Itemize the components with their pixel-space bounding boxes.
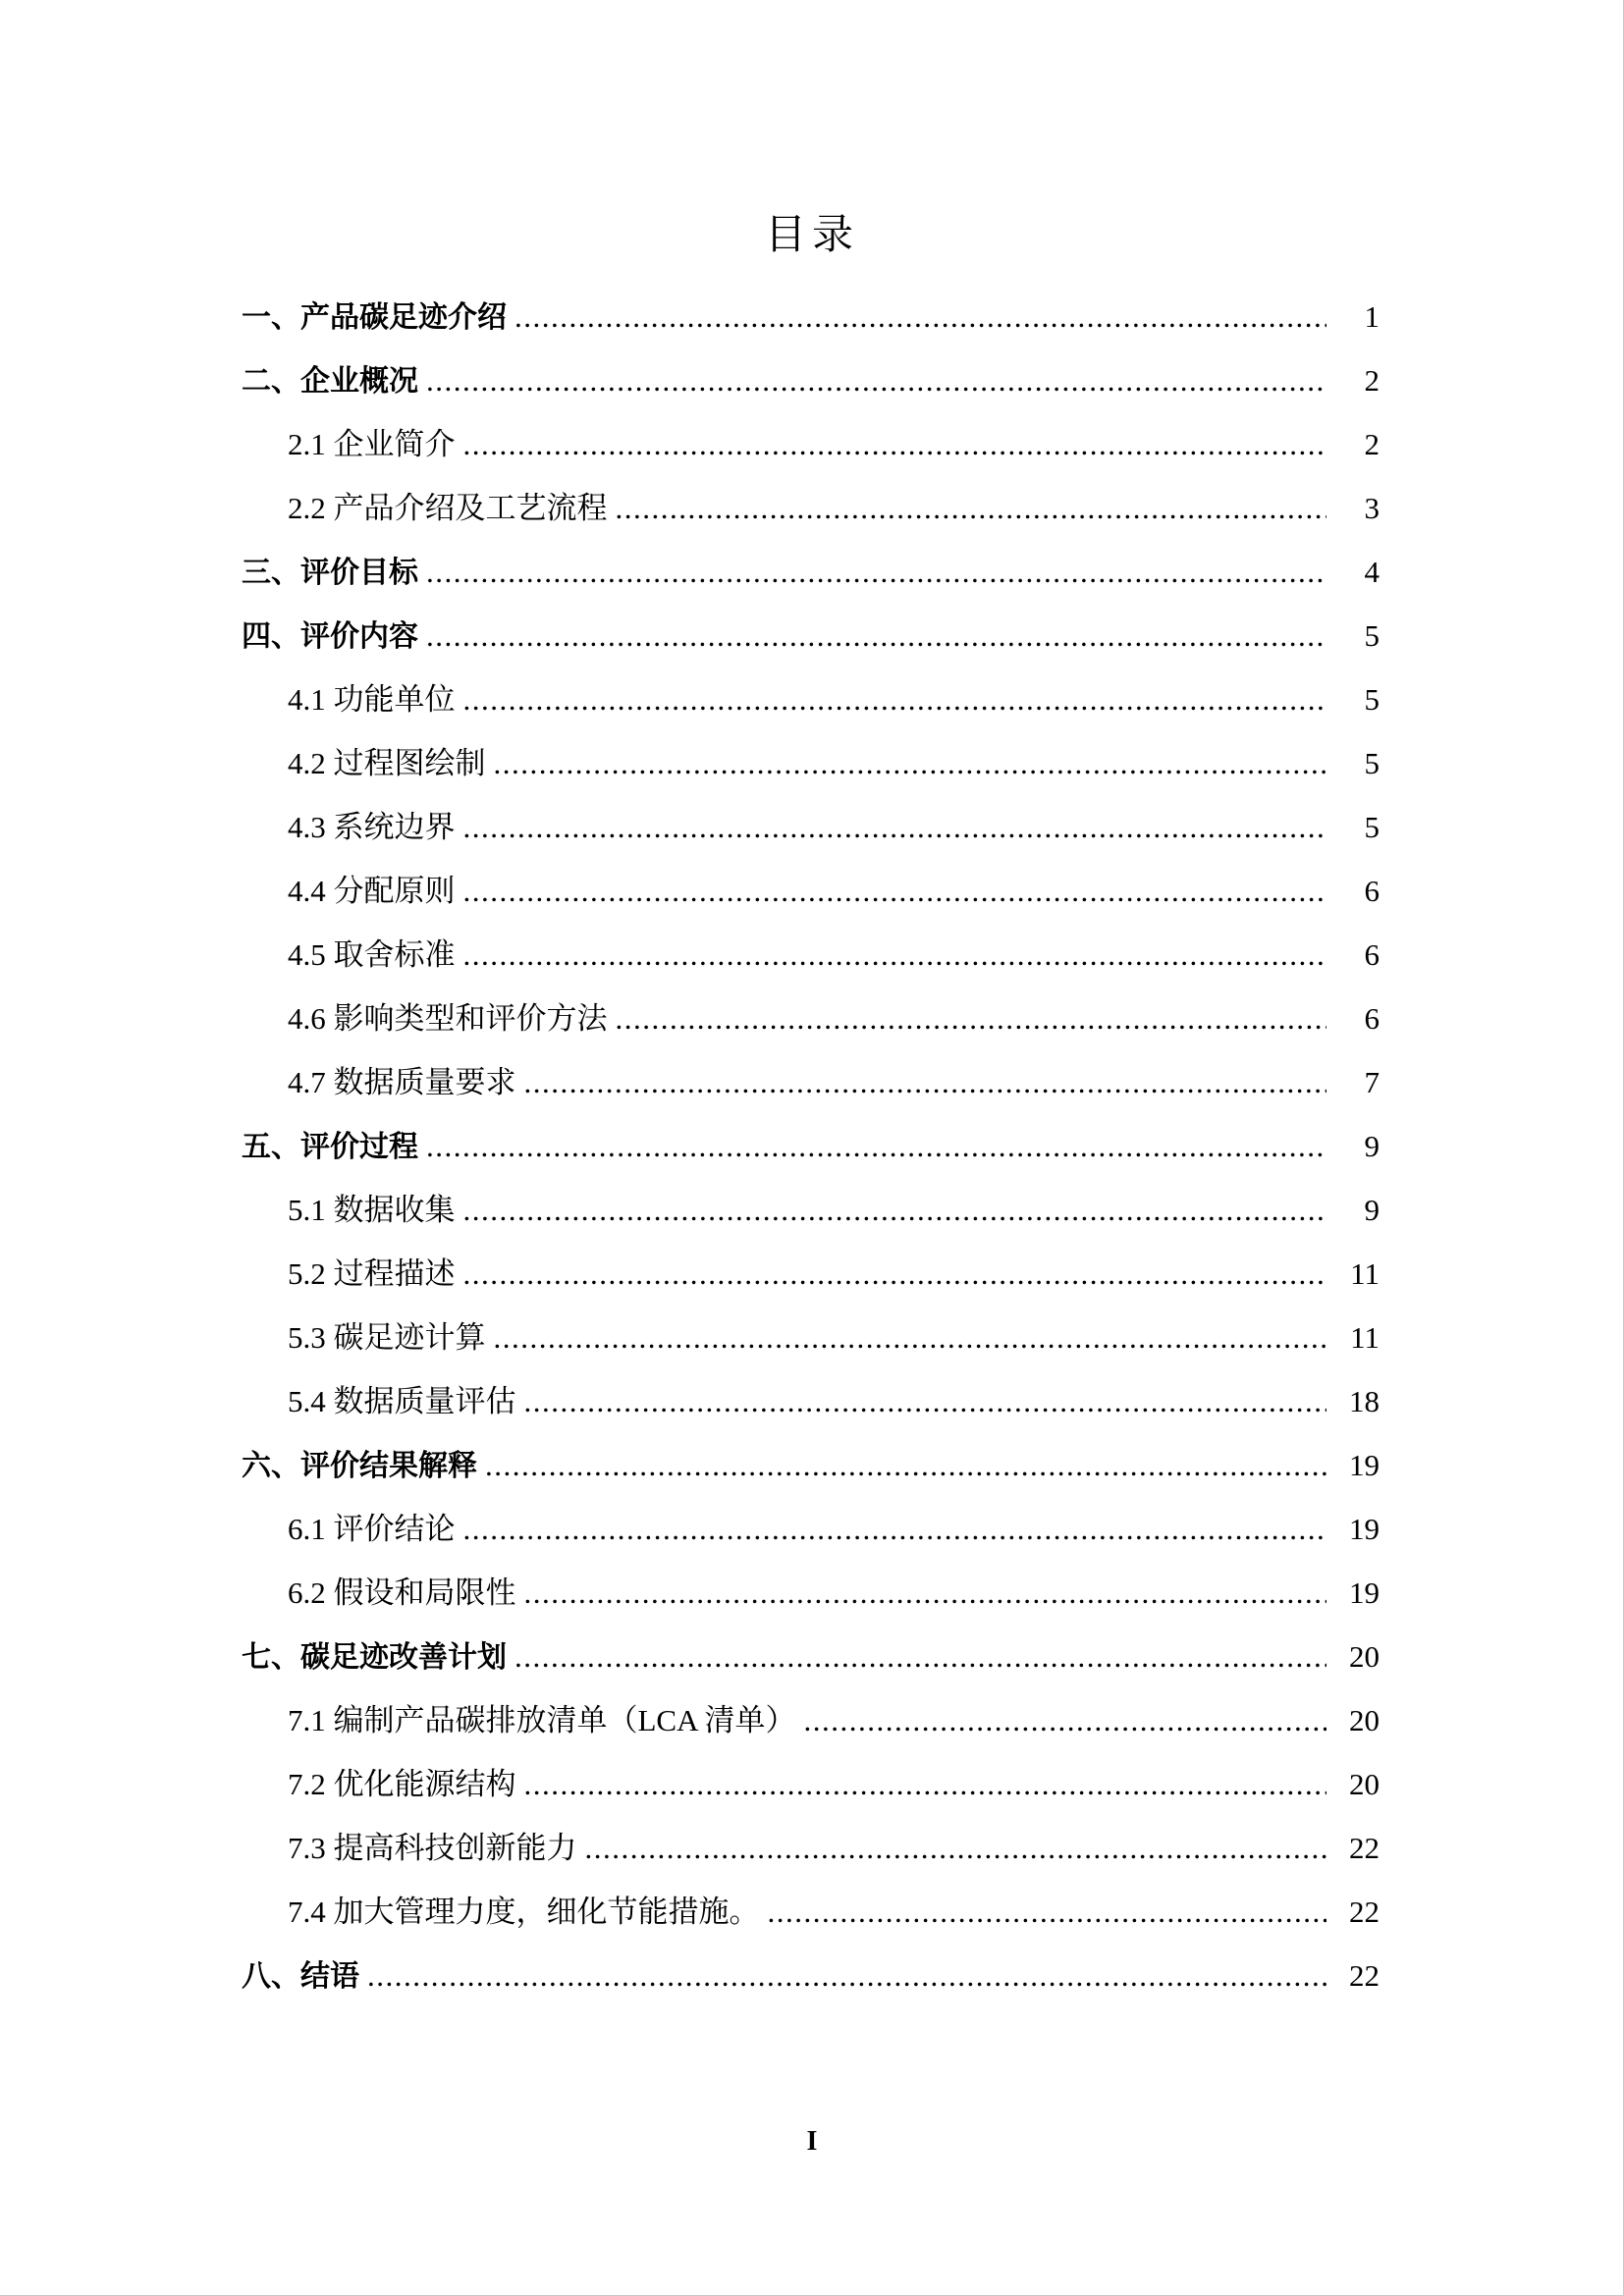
- toc-entry-title: 4.3 系统边界: [288, 810, 456, 844]
- toc-entry-title: 5.4 数据质量评估: [288, 1384, 516, 1418]
- toc-page-number: 5: [1364, 682, 1380, 717]
- dot-leader: [494, 731, 1327, 795]
- toc-list: [242, 285, 1380, 2007]
- toc-page-number: 20: [1349, 1703, 1380, 1737]
- dot-leader: [463, 1497, 1327, 1561]
- toc-page-number: 22: [1349, 1831, 1380, 1865]
- toc-entry-title: 4.1 功能单位: [288, 682, 456, 717]
- toc-entry-title: 三、评价目标: [242, 557, 418, 589]
- toc-entry[interactable]: [242, 1050, 1380, 1114]
- toc-entry[interactable]: [242, 1497, 1380, 1561]
- toc-entry[interactable]: [242, 1369, 1380, 1433]
- toc-entry-title: 4.6 影响类型和评价方法: [288, 1001, 608, 1036]
- toc-entry-title: 二、企业概况: [242, 365, 418, 398]
- toc-entry[interactable]: [242, 731, 1380, 795]
- dot-leader: [463, 923, 1327, 987]
- toc-page-number: 6: [1364, 1001, 1380, 1036]
- dot-leader: [514, 285, 1326, 348]
- dot-leader: [804, 1688, 1326, 1752]
- toc-page-number: 11: [1350, 1320, 1380, 1355]
- toc-entry[interactable]: [242, 1625, 1380, 1688]
- toc-entry[interactable]: [242, 476, 1380, 540]
- toc-entry[interactable]: [242, 1242, 1380, 1306]
- toc-entry-title: 5.1 数据收集: [288, 1193, 456, 1227]
- toc-entry-title: 2.2 产品介绍及工艺流程: [288, 491, 608, 525]
- toc-entry-title: 四、评价内容: [242, 620, 418, 653]
- dot-leader: [463, 667, 1327, 731]
- toc-page-number: 19: [1349, 1575, 1380, 1610]
- toc-entry-title: 6.1 评价结论: [288, 1512, 456, 1546]
- dot-leader: [616, 987, 1327, 1050]
- toc-page-number: 9: [1364, 1129, 1380, 1163]
- toc-page-number: 5: [1364, 810, 1380, 844]
- toc-entry[interactable]: [242, 1688, 1380, 1752]
- toc-page-number: 18: [1349, 1384, 1380, 1418]
- toc-page-number: 9: [1364, 1193, 1380, 1227]
- toc-entry-title: 4.7 数据质量要求: [288, 1065, 516, 1099]
- toc-entry-title: 4.4 分配原则: [288, 874, 456, 908]
- dot-leader: [463, 795, 1327, 859]
- dot-leader: [616, 476, 1327, 540]
- toc-entry-title: 七、碳足迹改善计划: [242, 1641, 507, 1674]
- toc-entry[interactable]: [242, 1816, 1380, 1880]
- dot-leader: [485, 1433, 1326, 1497]
- toc-entry[interactable]: [242, 412, 1380, 476]
- toc-entry-title: 7.4 加大管理力度，细化节能措施。: [288, 1895, 760, 1929]
- toc-entry[interactable]: [242, 1114, 1380, 1178]
- dot-leader: [524, 1752, 1327, 1816]
- toc-entry[interactable]: [242, 1178, 1380, 1242]
- dot-leader: [367, 1944, 1326, 2007]
- toc-entry[interactable]: [242, 795, 1380, 859]
- toc-entry[interactable]: [242, 540, 1380, 604]
- toc-entry-title: 4.5 取舍标准: [288, 937, 456, 972]
- toc-page-number: 5: [1364, 746, 1380, 780]
- toc-entry-title: 5.3 碳足迹计算: [288, 1320, 486, 1355]
- toc-page-number: 19: [1349, 1512, 1380, 1546]
- dot-leader: [426, 604, 1326, 667]
- dot-leader: [426, 348, 1326, 412]
- dot-leader: [463, 412, 1327, 476]
- toc-entry-title: 7.3 提高科技创新能力: [288, 1831, 577, 1865]
- toc-entry-title: 6.2 假设和局限性: [288, 1575, 516, 1610]
- toc-page-number: 2: [1364, 427, 1380, 461]
- dot-leader: [463, 1178, 1327, 1242]
- toc-entry[interactable]: [242, 604, 1380, 667]
- toc-entry[interactable]: [242, 1880, 1380, 1944]
- toc-page-number: 6: [1364, 937, 1380, 972]
- dot-leader: [426, 540, 1326, 604]
- toc-entry-title: 八、结语: [242, 1960, 359, 1993]
- dot-leader: [524, 1369, 1327, 1433]
- toc-page-number: 1: [1364, 299, 1380, 334]
- toc-entry-title: 六、评价结果解释: [242, 1450, 477, 1482]
- dot-leader: [524, 1561, 1327, 1625]
- dot-leader: [514, 1625, 1326, 1688]
- toc-page-number: 11: [1350, 1256, 1380, 1291]
- toc-entry[interactable]: [242, 987, 1380, 1050]
- toc-page-number: 3: [1364, 491, 1380, 525]
- dot-leader: [463, 859, 1327, 923]
- toc-entry[interactable]: [242, 1561, 1380, 1625]
- toc-entry-title: 5.2 过程描述: [288, 1256, 456, 1291]
- toc-page-number: 4: [1364, 555, 1380, 589]
- toc-entry[interactable]: [242, 667, 1380, 731]
- toc-entry[interactable]: [242, 923, 1380, 987]
- page-title: 目录: [764, 213, 859, 258]
- toc-entry-title: 7.1 编制产品碳排放清单（LCA 清单）: [288, 1703, 796, 1737]
- dot-leader: [524, 1050, 1327, 1114]
- toc-page-number: 19: [1349, 1448, 1380, 1482]
- footer-page-number: I: [806, 2126, 818, 2157]
- toc-entry[interactable]: [242, 285, 1380, 348]
- dot-leader: [426, 1114, 1326, 1178]
- toc-entry-title: 五、评价过程: [242, 1131, 418, 1163]
- toc-page-number: 22: [1349, 1895, 1380, 1929]
- toc-entry[interactable]: [242, 859, 1380, 923]
- toc-entry[interactable]: [242, 1944, 1380, 2007]
- toc-page-number: 22: [1349, 1958, 1380, 1993]
- dot-leader: [463, 1242, 1327, 1306]
- toc-page-number: 2: [1364, 363, 1380, 398]
- toc-entry[interactable]: [242, 1306, 1380, 1369]
- toc-entry-title: 一、产品碳足迹介绍: [242, 301, 507, 334]
- toc-page-number: 5: [1364, 618, 1380, 653]
- toc-page-number: 20: [1349, 1639, 1380, 1674]
- toc-entry-title: 7.2 优化能源结构: [288, 1767, 516, 1801]
- toc-entry-title: 4.2 过程图绘制: [288, 746, 486, 780]
- toc-entry-title: 2.1 企业简介: [288, 427, 456, 461]
- dot-leader: [585, 1816, 1327, 1880]
- toc-entry[interactable]: [242, 348, 1380, 412]
- dot-leader: [494, 1306, 1327, 1369]
- toc-page-number: 6: [1364, 874, 1380, 908]
- toc-page-number: 20: [1349, 1767, 1380, 1801]
- toc-page-number: 7: [1364, 1065, 1380, 1099]
- toc-entry[interactable]: [242, 1433, 1380, 1497]
- toc-entry[interactable]: [242, 1752, 1380, 1816]
- dot-leader: [768, 1880, 1327, 1944]
